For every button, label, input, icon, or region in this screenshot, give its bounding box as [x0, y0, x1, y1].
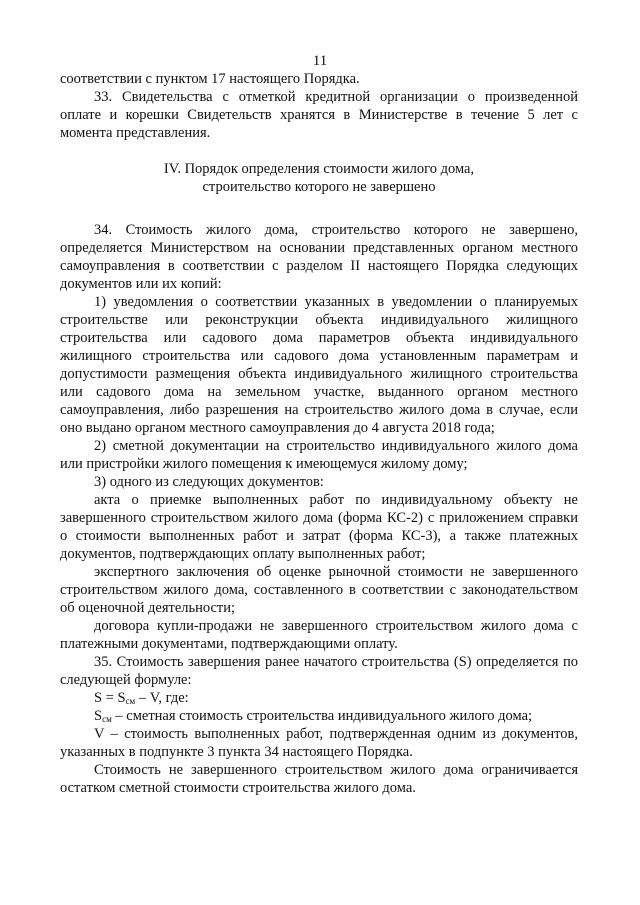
paragraph-34-item-1: 1) уведомления о соответствии указанных в уведомлении о планируемых строительстве или реконструкции объекта индивидуального жилищного строительства или садового дома параметров объекта индивидуального жилищного строительства или садового дома установленным параметрам и допустимости размещения объекта индивидуального жилищного строительства или садового дома на земельном участке, выданного органом местного самоуправления, либо разрешения на строительство жилого дома в случае, если оно выдано органом местного самоуправления до 4 августа 2018 года;: [60, 294, 578, 436]
paragraph-34: 34. Стоимость жилого дома, строительство которого не завершено, определяется Министерством на основании представленных органом местного самоуправления в соответствии с разделом II настоящего Порядка следующих документов или их копий:: [60, 222, 578, 292]
formula-line: [60, 689, 578, 707]
formula-subscript: см: [125, 696, 136, 706]
paragraph-34-item-3-contract: договора купли-продажи не завершенного строительством жилого дома с платежными документами, подтверждающими оплату.: [60, 618, 578, 652]
formula-s: S = S: [94, 690, 126, 706]
page-number: 11: [312, 53, 328, 69]
paragraph-34-item-3: 3) одного из следующих документов:: [94, 474, 324, 490]
section-title-line-2: строительство которого не завершено: [202, 179, 436, 195]
section-heading: [60, 160, 578, 196]
definition-s-subscript: см: [102, 714, 112, 724]
paragraph-33: 33. Свидетельства с отметкой кредитной организации о произведенной оплате и корешки Свидетельств хранятся в Министерстве в течение 5 лет с момента представления.: [60, 89, 578, 141]
paragraph-34-item-3-expert: экспертного заключения об оценке рыночной стоимости не завершенного строительством жилого дома, составленного в соответствии с законодательством об оценочной деятельности;: [60, 564, 578, 616]
paragraph-34-item-3-act: акта о приемке выполненных работ по индивидуальному объекту не завершенного строительством жилого дома (форма КС-2) с приложением справки о стоимости выполненных работ и затрат (форма КС-3), а также платежных документов, подтверждающих оплату выполненных работ;: [60, 492, 578, 562]
document-body: [60, 70, 578, 797]
definition-s-cm: [60, 707, 578, 725]
paragraph-continuation: соответствии с пунктом 17 настоящего Порядка.: [60, 71, 360, 87]
paragraph-final: Стоимость не завершенного строительством жилого дома ограничивается остатком сметной стоимости строительства жилого дома.: [60, 762, 578, 796]
paragraph-35: 35. Стоимость завершения ранее начатого строительства (S) определяется по следующей формуле:: [60, 654, 578, 688]
formula-rest: – V, где:: [135, 690, 189, 706]
definition-s-symbol: S: [94, 708, 103, 724]
definition-v: V – стоимость выполненных работ, подтвержденная одним из документов, указанных в подпункте 3 пункта 34 настоящего Порядка.: [60, 726, 578, 760]
definition-s-text: – сметная стоимость строительства индивидуального жилого дома;: [111, 708, 533, 724]
section-title-line-1: IV. Порядок определения стоимости жилого дома,: [163, 161, 475, 177]
paragraph-34-item-2: 2) сметной документации на строительство индивидуального жилого дома или пристройки жилого помещения к имеющемуся жилому дому;: [60, 438, 578, 472]
